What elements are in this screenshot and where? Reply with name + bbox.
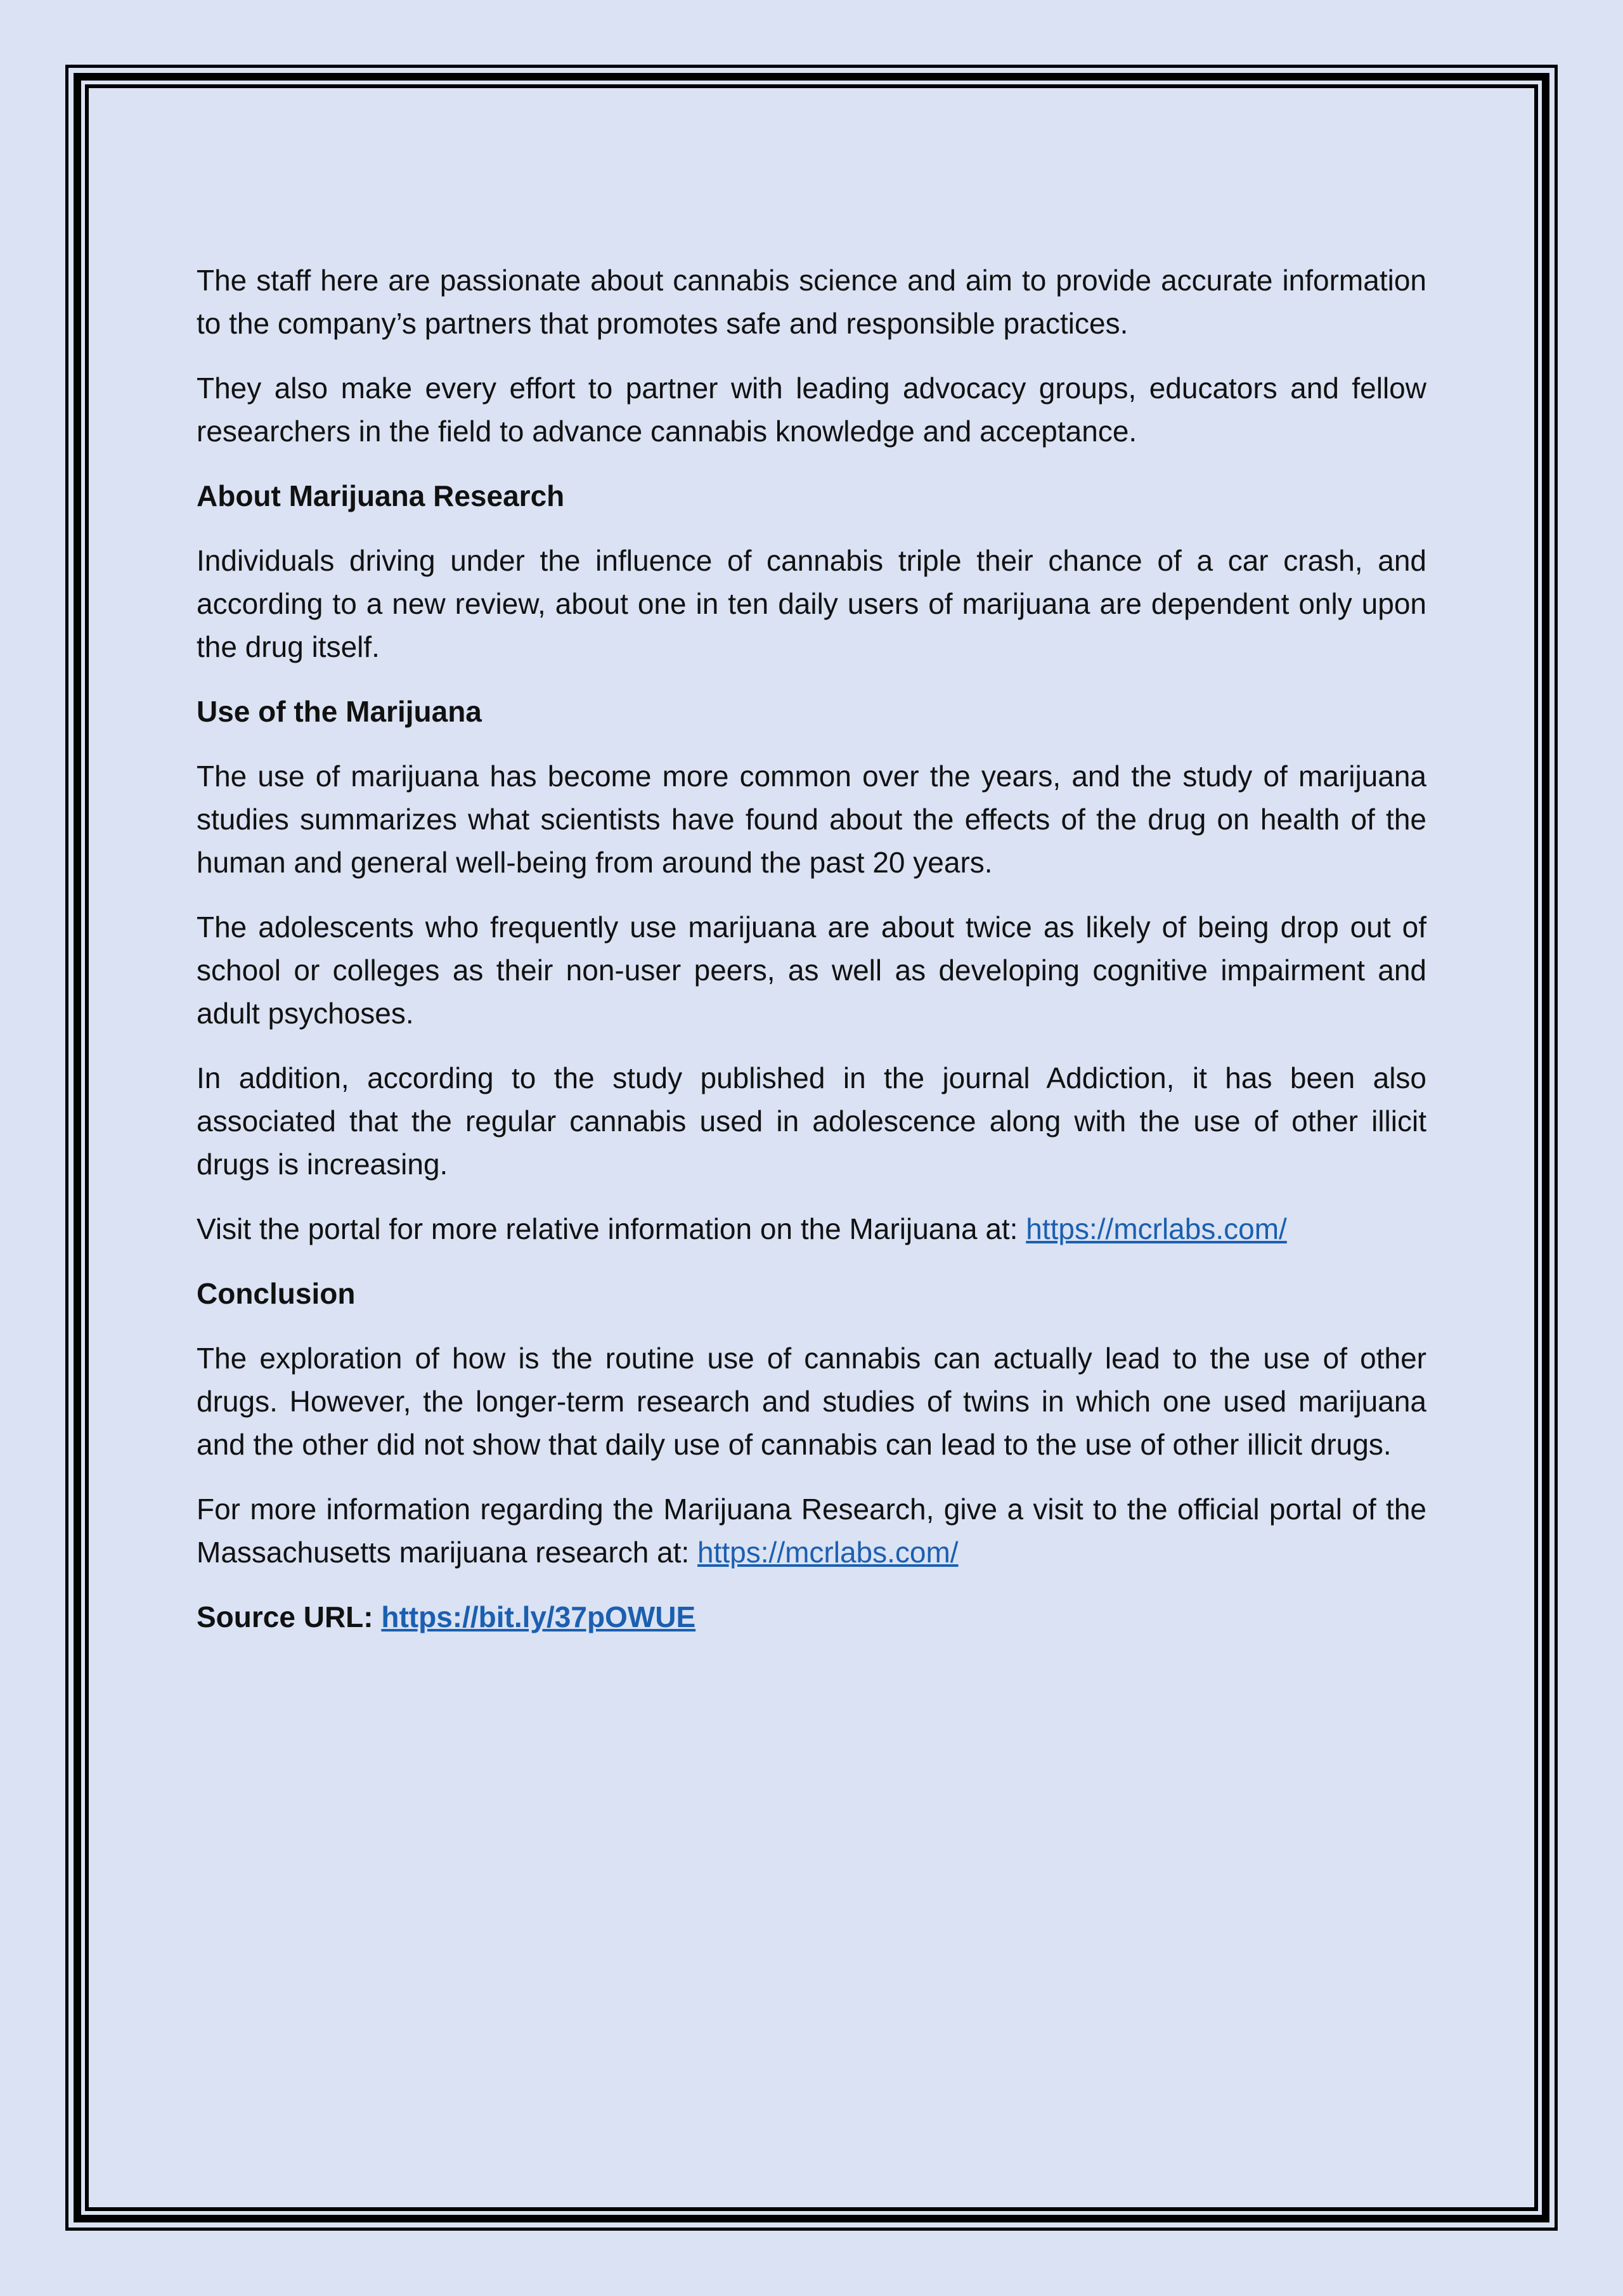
source-url-paragraph (197, 1595, 1426, 1638)
use-paragraph-2: The adolescents who frequently use marijuana are about twice as likely of being drop out of school or colleges as their non-user peers, as well as developing cognitive impairment and adult psychoses. (197, 911, 1426, 1030)
conclusion-paragraph: The exploration of how is the routine use of cannabis can actually lead to the use of other drugs. However, the longer-term research and studies of twins in which one used marijuana and the other did not show that daily use of cannabis can lead to the use of other illicit drugs. (197, 1342, 1426, 1461)
visit-portal-link[interactable]: https://mcrlabs.com/ (1026, 1212, 1287, 1245)
use-paragraph-3: In addition, according to the study published in the journal Addiction, it has been also associated that the regular cannabis used in adolescence along with the use of other illicit drugs is increasing. (197, 1061, 1426, 1181)
heading-about-marijuana-research: About Marijuana Research (197, 479, 565, 512)
about-paragraph: Individuals driving under the influence of cannabis triple their chance of a car crash, and according to a new review, about one in ten daily users of marijuana are dependent only upon the drug itself. (197, 544, 1426, 663)
more-info-text: For more information regarding the Marijuana Research, give a visit to the official portal of the Massachusetts marijuana research at: (197, 1493, 1426, 1569)
source-url-label: Source URL: (197, 1600, 382, 1633)
source-url-link[interactable]: https://bit.ly/37pOWUE (381, 1600, 696, 1633)
use-paragraph-1: The use of marijuana has become more common over the years, and the study of marijuana studies summarizes what scientists have found about the effects of the drug on health of the human and general well-being from around the past 20 years. (197, 760, 1426, 879)
intro-paragraph-1: The staff here are passionate about cannabis science and aim to provide accurate information to the company’s partners that promotes safe and responsible practices. (197, 264, 1426, 340)
document-body (197, 259, 1426, 1660)
heading-conclusion: Conclusion (197, 1277, 356, 1310)
more-info-link[interactable]: https://mcrlabs.com/ (697, 1536, 959, 1569)
intro-paragraph-2: They also make every effort to partner with leading advocacy groups, educators and fellow researchers in the field to advance cannabis knowledge and acceptance. (197, 372, 1426, 448)
more-info-paragraph (197, 1488, 1426, 1574)
heading-use-of-marijuana: Use of the Marijuana (197, 695, 482, 728)
visit-portal-paragraph (197, 1207, 1426, 1250)
visit-portal-text: Visit the portal for more relative information on the Marijuana at: (197, 1212, 1026, 1245)
